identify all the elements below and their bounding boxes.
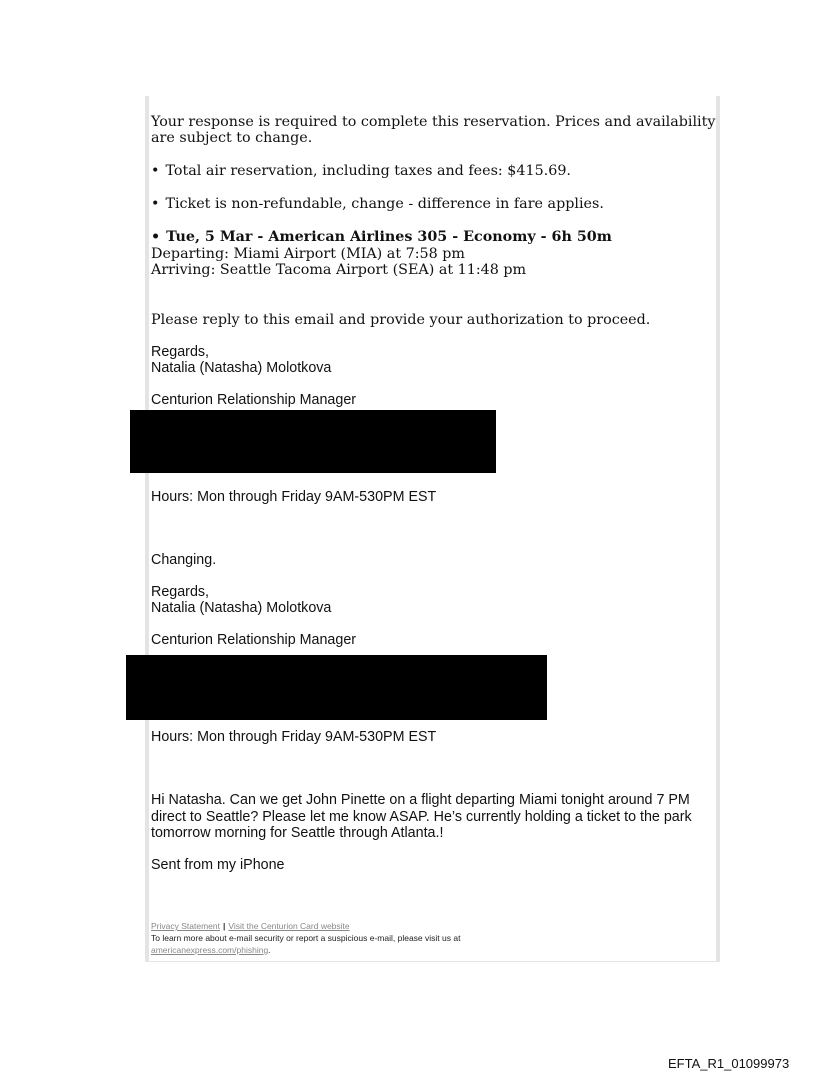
flight-text: Tue, 5 Mar - American Airlines 305 - Economy - 6h 50m bbox=[166, 229, 612, 245]
sig2-name: Natalia (Natasha) Molotkova bbox=[151, 600, 332, 616]
document-id: EFTA_R1_01099973 bbox=[668, 1056, 790, 1071]
request-line-1: Hi Natasha. Can we get John Pinette on a flight departing Miami tonight around 7 PM bbox=[151, 792, 690, 808]
footer-phishing bbox=[151, 945, 271, 955]
sig1-title: Centurion Relationship Manager bbox=[151, 392, 357, 408]
request-line-2: direct to Seattle? Please let me know ASAP. He’s currently holding a ticket to the park bbox=[151, 809, 692, 825]
bullet-total bbox=[151, 163, 571, 180]
centurion-website-link[interactable]: Visit the Centurion Card website bbox=[228, 921, 350, 931]
departing-line: Departing: Miami Airport (MIA) at 7:58 pm bbox=[151, 246, 465, 262]
footer-separator: | bbox=[222, 921, 226, 931]
redaction-block-2 bbox=[126, 655, 547, 720]
phishing-link[interactable]: americanexpress.com/phishing bbox=[151, 945, 269, 955]
footer-security-text: To learn more about e-mail security or report a suspicious e-mail, please visit us at bbox=[151, 933, 461, 943]
sig2-regards: Regards, bbox=[151, 584, 210, 600]
redaction-block-1 bbox=[130, 410, 496, 473]
intro-line-2: are subject to change. bbox=[151, 130, 313, 146]
ticket-text: Ticket is non-refundable, change - difference in fare applies. bbox=[165, 196, 604, 212]
sig1-hours: Hours: Mon through Friday 9AM-530PM EST bbox=[151, 489, 437, 505]
arriving-line: Arriving: Seattle Tacoma Airport (SEA) at 11:48 pm bbox=[151, 262, 527, 278]
changing-text: Changing. bbox=[151, 552, 217, 568]
bullet-ticket bbox=[151, 196, 604, 213]
sig1-name: Natalia (Natasha) Molotkova bbox=[151, 360, 332, 376]
bullet-flight bbox=[151, 229, 612, 246]
request-line-3: tomorrow morning for Seattle through Atlanta.! bbox=[151, 825, 444, 841]
sig2-hours: Hours: Mon through Friday 9AM-530PM EST bbox=[151, 729, 437, 745]
sent-from: Sent from my iPhone bbox=[151, 857, 285, 873]
intro-line-1: Your response is required to complete this reservation. Prices and availability bbox=[151, 114, 716, 130]
total-text: Total air reservation, including taxes and fees: $415.69. bbox=[165, 163, 571, 179]
reply-request: Please reply to this email and provide your authorization to proceed. bbox=[151, 312, 651, 328]
footer-links bbox=[151, 921, 350, 931]
sig1-regards: Regards, bbox=[151, 344, 210, 360]
sig2-title: Centurion Relationship Manager bbox=[151, 632, 357, 648]
privacy-statement-link[interactable]: Privacy Statement bbox=[151, 921, 220, 931]
footer-period: . bbox=[268, 945, 271, 955]
